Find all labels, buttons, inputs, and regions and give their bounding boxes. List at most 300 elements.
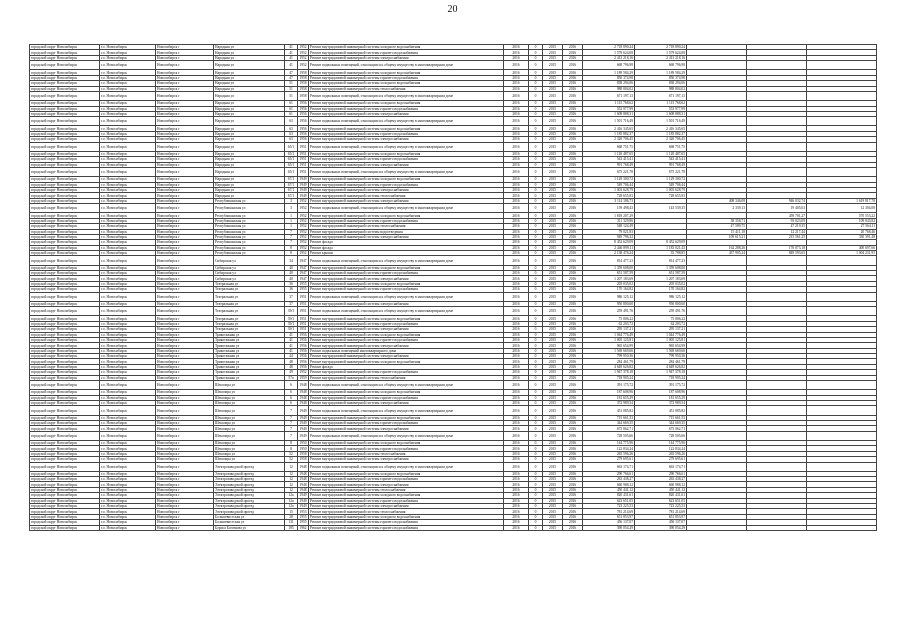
house-number-cell: 40 bbox=[285, 265, 298, 270]
fund-cost-cell: 265 596,26 bbox=[635, 451, 687, 456]
total-cost-cell: 451 085,82 bbox=[583, 406, 635, 415]
locality-cell: Новосибирск г bbox=[156, 276, 214, 281]
zero-cell: 0 bbox=[529, 504, 543, 509]
work-type-cell: Ремонт внутридомовой инженерной системы электроснабжения bbox=[309, 162, 504, 167]
fund-cost-cell: 1 005 125,81 bbox=[635, 337, 687, 342]
table-row bbox=[30, 91, 877, 100]
build-year-cell: 1949 bbox=[299, 504, 307, 509]
work-type-cell: Ремонт внутридомовой инженерной системы электроснабжения bbox=[309, 482, 504, 487]
end-year-cell: 2016 bbox=[563, 265, 583, 270]
street-cell: Народная ул bbox=[214, 75, 285, 80]
house-number-cell: 57а bbox=[285, 375, 298, 380]
local-cost-cell bbox=[807, 61, 877, 70]
table-row bbox=[30, 168, 877, 177]
city-district-cell: г.о. Новосибирск bbox=[100, 498, 156, 503]
build-year-cell: 1958 bbox=[299, 86, 307, 91]
end-year-cell: 2016 bbox=[563, 240, 583, 245]
build-year-cell: 1952 bbox=[299, 251, 307, 256]
start-year-cell: 2015 bbox=[543, 332, 563, 337]
total-cost-cell: 62 203,72 bbox=[583, 321, 635, 326]
plan-year-cell: 2016 bbox=[504, 504, 529, 509]
municipality-cell: городской округ Новосибирск bbox=[30, 287, 100, 292]
municipality-cell: городской округ Новосибирск bbox=[30, 117, 100, 126]
house-number-cell: 7 bbox=[285, 420, 298, 425]
start-year-cell: 2015 bbox=[543, 287, 563, 292]
street-cell: Театральная ул bbox=[214, 321, 285, 326]
start-year-cell: 2015 bbox=[543, 390, 563, 395]
municipality-cell: городской округ Новосибирск bbox=[30, 440, 100, 445]
city-district-cell: г.о. Новосибирск bbox=[100, 451, 156, 456]
house-number-cell: 63 bbox=[285, 131, 298, 136]
plan-year-cell: 2016 bbox=[504, 390, 529, 395]
locality-cell: Новосибирск г bbox=[156, 271, 214, 276]
fund-cost-cell: 2 718 890,24 bbox=[635, 45, 687, 50]
work-type-cell: Ремонт внутридомовой инженерной системы холодного водоснабжения bbox=[309, 70, 504, 75]
work-type-cell: Ремонт внутридомовой инженерной системы холодного водоснабжения bbox=[309, 151, 504, 156]
city-district-cell: г.о. Новосибирск bbox=[100, 224, 156, 229]
street-cell: Театральная ул bbox=[214, 281, 285, 286]
build-year-cell: 1948 bbox=[298, 381, 309, 390]
end-year-cell: 2016 bbox=[563, 415, 583, 420]
end-year-cell: 2016 bbox=[563, 520, 583, 525]
total-cost-cell: 1 207 183,69 bbox=[583, 276, 635, 281]
city-district-cell: г.о. Новосибирск bbox=[100, 321, 156, 326]
house-number-cell: 185 bbox=[285, 525, 298, 530]
build-year-cell: 1956 bbox=[299, 126, 307, 131]
plan-year-cell: 2016 bbox=[504, 198, 529, 203]
city-district-cell: г.о. Новосибирск bbox=[100, 440, 156, 445]
start-year-cell: 2015 bbox=[543, 375, 563, 380]
locality-cell: Новосибирск г bbox=[156, 75, 214, 80]
zero-cell: 0 bbox=[529, 101, 543, 106]
table-row bbox=[30, 117, 877, 126]
build-year-cell: 1958 bbox=[299, 75, 307, 80]
street-cell: Народная ул bbox=[214, 151, 285, 156]
start-year-cell: 2015 bbox=[543, 525, 563, 530]
street-cell: Трикотажная ул bbox=[214, 348, 285, 353]
work-type-cell: Ремонт внутридомовой инженерной системы электроснабжения bbox=[309, 301, 504, 306]
fund-cost-cell: 838 294,06 bbox=[635, 81, 687, 86]
start-year-cell: 2015 bbox=[543, 446, 563, 451]
city-district-cell: г.о. Новосибирск bbox=[100, 359, 156, 364]
zero-cell: 0 bbox=[529, 126, 543, 131]
municipality-cell: городской округ Новосибирск bbox=[30, 177, 100, 182]
plan-year-cell: 2016 bbox=[504, 142, 529, 151]
city-district-cell: г.о. Новосибирск bbox=[100, 271, 156, 276]
locality-cell: Новосибирск г bbox=[156, 462, 214, 471]
street-cell: Республиканская ул bbox=[214, 234, 285, 239]
house-number-cell: 41 bbox=[285, 45, 298, 50]
regional-cost-cell bbox=[747, 307, 807, 316]
municipality-cell: городской округ Новосибирск bbox=[30, 213, 100, 218]
municipality-cell: городской округ Новосибирск bbox=[30, 462, 100, 471]
total-cost-cell: 2 416 345,65 bbox=[583, 126, 635, 131]
municipality-cell: городской округ Новосибирск bbox=[30, 359, 100, 364]
city-district-cell: г.о. Новосибирск bbox=[100, 276, 156, 281]
end-year-cell: 2016 bbox=[563, 157, 583, 162]
end-year-cell: 2016 bbox=[563, 137, 583, 142]
locality-cell: Новосибирск г bbox=[156, 126, 214, 131]
build-year-cell: 1956 bbox=[299, 354, 307, 359]
city-district-cell: г.о. Новосибирск bbox=[100, 395, 156, 400]
plan-year-cell: 2016 bbox=[504, 301, 529, 306]
municipality-cell: городской округ Новосибирск bbox=[30, 182, 100, 187]
zero-cell: 0 bbox=[529, 91, 543, 100]
build-year-cell: 1949 bbox=[299, 493, 307, 498]
street-cell: Шекспира ул bbox=[214, 457, 285, 462]
plan-year-cell: 2016 bbox=[504, 157, 529, 162]
municipality-cell: городской округ Новосибирск bbox=[30, 375, 100, 380]
fund-cost-cell: 451 085,82 bbox=[635, 406, 687, 415]
work-type-cell: Ремонт подвальных помещений многоквартирного дома bbox=[309, 348, 504, 353]
total-cost-cell: 1 569 669,66 bbox=[583, 348, 635, 353]
municipality-cell: городской округ Новосибирск bbox=[30, 498, 100, 503]
zero-cell: 0 bbox=[529, 193, 543, 198]
zero-cell: 0 bbox=[529, 86, 543, 91]
zero-cell: 0 bbox=[529, 301, 543, 306]
end-year-cell: 2016 bbox=[563, 162, 583, 167]
build-year-cell: 1956 bbox=[299, 332, 307, 337]
fund-cost-cell: 4 649 626,82 bbox=[635, 364, 687, 369]
work-type-cell: Ремонт внутридомовой инженерной системы холодного водоснабжения bbox=[309, 359, 504, 364]
fund-cost-cell: 850 374,98 bbox=[635, 75, 687, 80]
plan-year-cell: 2016 bbox=[504, 126, 529, 131]
work-type-cell: Ремонт внутридомовой инженерной системы горячего водоснабжения bbox=[309, 525, 504, 530]
street-cell: Трикотажная ул bbox=[214, 343, 285, 348]
build-year-cell: 1955 bbox=[299, 282, 307, 286]
city-district-cell: г.о. Новосибирск bbox=[100, 337, 156, 342]
build-year-cell: 1956 bbox=[298, 117, 309, 126]
zero-cell: 0 bbox=[529, 498, 543, 503]
build-year-cell: 1952 bbox=[299, 45, 307, 50]
street-cell: Народная ул bbox=[214, 50, 285, 55]
start-year-cell: 2015 bbox=[543, 462, 563, 471]
table-row bbox=[30, 307, 877, 316]
street-cell: Республиканская ул bbox=[214, 251, 285, 256]
street-cell: Шекспира ул bbox=[214, 440, 285, 445]
end-year-cell: 2016 bbox=[563, 213, 583, 218]
municipality-cell: городской округ Новосибирск bbox=[30, 157, 100, 162]
municipality-cell: городской округ Новосибирск bbox=[30, 86, 100, 91]
municipality-cell: городской округ Новосибирск bbox=[30, 327, 100, 332]
work-type-cell: Ремонт внутридомовой инженерной системы холодного водоснабжения bbox=[309, 332, 504, 337]
house-number-cell: 67/1 bbox=[285, 187, 298, 192]
city-district-cell: г.о. Новосибирск bbox=[100, 462, 156, 471]
fund-cost-cell: 668 796,98 bbox=[635, 61, 687, 70]
city-district-cell: г.о. Новосибирск bbox=[100, 292, 156, 301]
locality-cell: Новосибирск г bbox=[156, 240, 214, 245]
table-row bbox=[30, 462, 877, 471]
work-type-cell: Ремонт внутридомовой инженерной системы холодного водоснабжения bbox=[309, 440, 504, 445]
build-year-cell: 1955 bbox=[299, 515, 307, 520]
fund-cost-cell: 2 416 345,65 bbox=[635, 126, 687, 131]
street-cell: Театральная ул bbox=[214, 327, 285, 332]
zero-cell: 0 bbox=[529, 271, 543, 276]
locality-cell: Новосибирск г bbox=[156, 332, 214, 337]
total-cost-cell: 651 587,59 bbox=[583, 271, 635, 276]
total-cost-cell: 814 477,23 bbox=[583, 256, 635, 265]
plan-year-cell: 2016 bbox=[504, 45, 529, 50]
regional-cost-cell bbox=[747, 431, 807, 440]
plan-year-cell: 2016 bbox=[504, 50, 529, 55]
start-year-cell: 2015 bbox=[543, 316, 563, 321]
work-type-cell: Ремонт внутридомовой инженерной системы горячего водоснабжения bbox=[309, 337, 504, 342]
locality-cell: Новосибирск г bbox=[156, 487, 214, 492]
build-year-cell: 1952 bbox=[298, 61, 309, 70]
zero-cell: 0 bbox=[529, 204, 543, 213]
table-row bbox=[30, 256, 877, 265]
zero-cell: 0 bbox=[529, 187, 543, 192]
local-cost-cell bbox=[807, 462, 877, 471]
plan-year-cell: 2016 bbox=[504, 316, 529, 321]
total-cost-cell: 723 225,53 bbox=[583, 504, 635, 509]
city-district-cell: г.о. Новосибирск bbox=[100, 520, 156, 525]
start-year-cell: 2015 bbox=[543, 101, 563, 106]
locality-cell: Новосибирск г bbox=[156, 354, 214, 359]
city-district-cell: г.о. Новосибирск bbox=[100, 381, 156, 390]
street-cell: Театральная ул bbox=[214, 316, 285, 321]
end-year-cell: 2016 bbox=[563, 337, 583, 342]
plan-year-cell: 2016 bbox=[504, 406, 529, 415]
end-year-cell: 2016 bbox=[563, 451, 583, 456]
plan-year-cell: 2016 bbox=[504, 337, 529, 342]
page-number: 20 bbox=[447, 4, 458, 15]
locality-cell: Новосибирск г bbox=[156, 287, 214, 292]
table-row bbox=[30, 204, 877, 213]
house-number-cell: 7 bbox=[285, 234, 298, 239]
total-cost-cell: 986 125,12 bbox=[583, 292, 635, 301]
street-cell: Народная ул bbox=[214, 117, 285, 126]
build-year-cell: 1948 bbox=[299, 482, 307, 487]
start-year-cell: 2015 bbox=[543, 471, 563, 476]
zero-cell: 0 bbox=[529, 240, 543, 245]
municipality-cell: городской округ Новосибирск bbox=[30, 193, 100, 198]
city-district-cell: г.о. Новосибирск bbox=[100, 157, 156, 162]
city-district-cell: г.о. Новосибирск bbox=[100, 204, 156, 213]
city-district-cell: г.о. Новосибирск bbox=[100, 406, 156, 415]
locality-cell: Новосибирск г bbox=[156, 431, 214, 440]
build-year-cell: 1948 bbox=[299, 401, 307, 406]
locality-cell: Новосибирск г bbox=[156, 292, 214, 301]
fund-cost-cell: 1 608 888,31 bbox=[635, 111, 687, 116]
locality-cell: Новосибирск г bbox=[156, 224, 214, 229]
locality-cell: Новосибирск г bbox=[156, 471, 214, 476]
total-cost-cell: 122 834,24 bbox=[583, 446, 635, 451]
municipality-cell: городской округ Новосибирск bbox=[30, 504, 100, 509]
street-cell: Сибирская ул bbox=[214, 265, 285, 270]
zero-cell: 0 bbox=[529, 493, 543, 498]
street-cell: Театральная ул bbox=[214, 307, 285, 316]
total-cost-cell: 820 431,61 bbox=[583, 493, 635, 498]
municipality-cell: городской округ Новосибирск bbox=[30, 224, 100, 229]
city-district-cell: г.о. Новосибирск bbox=[100, 420, 156, 425]
plan-year-cell: 2016 bbox=[504, 359, 529, 364]
zero-cell: 0 bbox=[529, 487, 543, 492]
total-cost-cell: 390 054,29 bbox=[583, 525, 635, 530]
house-number-cell: 12 bbox=[285, 487, 298, 492]
end-year-cell: 2016 bbox=[563, 406, 583, 415]
plan-year-cell: 2016 bbox=[504, 106, 529, 111]
zero-cell: 0 bbox=[529, 375, 543, 380]
city-district-cell: г.о. Новосибирск bbox=[100, 287, 156, 292]
fund-cost-cell: 660 988,12 bbox=[635, 482, 687, 487]
house-number-cell: 36 bbox=[285, 287, 298, 292]
city-district-cell: г.о. Новосибирск bbox=[100, 91, 156, 100]
municipality-cell: городской округ Новосибирск bbox=[30, 364, 100, 369]
city-district-cell: г.о. Новосибирск bbox=[100, 390, 156, 395]
local-cost-cell: 27 564,11 bbox=[807, 224, 877, 229]
locality-cell: Новосибирск г bbox=[156, 281, 214, 286]
fund-cost-cell: 623 651,05 bbox=[635, 498, 687, 503]
end-year-cell: 2016 bbox=[563, 446, 583, 451]
end-year-cell: 2016 bbox=[563, 287, 583, 292]
locality-cell: Новосибирск г bbox=[156, 265, 214, 270]
total-cost-cell: 660 988,12 bbox=[583, 482, 635, 487]
house-number-cell: 65/1 bbox=[285, 162, 298, 167]
house-number-cell: 3 bbox=[285, 204, 298, 213]
plan-year-cell: 2016 bbox=[504, 281, 529, 286]
city-district-cell: г.о. Новосибирск bbox=[100, 509, 156, 514]
municipality-cell: городской округ Новосибирск bbox=[30, 292, 100, 301]
plan-year-cell: 2016 bbox=[504, 498, 529, 503]
start-year-cell: 2015 bbox=[543, 142, 563, 151]
fund-cost-cell: 1 359 608,00 bbox=[635, 265, 687, 270]
zero-cell: 0 bbox=[529, 162, 543, 167]
zero-cell: 0 bbox=[529, 446, 543, 451]
street-cell: Трикотажная ул bbox=[214, 370, 285, 375]
start-year-cell: 2015 bbox=[543, 301, 563, 306]
plan-year-cell: 2016 bbox=[504, 426, 529, 431]
fund-cost-cell: 143 539,35 bbox=[635, 204, 687, 213]
city-district-cell: г.о. Новосибирск bbox=[100, 364, 156, 369]
work-type-cell: Ремонт внутридомовой инженерной системы горячего водоснабжения bbox=[309, 395, 504, 400]
zero-cell: 0 bbox=[529, 390, 543, 395]
fund-cost-cell: 1 129 300,72 bbox=[635, 177, 687, 182]
plan-year-cell: 2016 bbox=[504, 245, 529, 250]
start-year-cell: 2015 bbox=[543, 162, 563, 167]
build-year-cell: 1959 bbox=[299, 375, 307, 380]
municipality-cell: городской округ Новосибирск bbox=[30, 487, 100, 492]
zero-cell: 0 bbox=[529, 81, 543, 86]
build-year-cell: 1952 bbox=[299, 370, 307, 375]
work-type-cell: Ремонт внутридомовой инженерной системы электроснабжения bbox=[309, 343, 504, 348]
fund-cost-cell: 675 221,78 bbox=[635, 168, 687, 177]
plan-year-cell: 2016 bbox=[504, 75, 529, 80]
end-year-cell: 2016 bbox=[563, 462, 583, 471]
work-type-cell: Ремонт подвальных помещений, относящихся к общему имуществу в многоквартирном доме bbox=[309, 406, 504, 415]
build-year-cell: 1952 bbox=[299, 50, 307, 55]
build-year-cell: 1958 bbox=[299, 457, 307, 462]
start-year-cell: 2015 bbox=[543, 415, 563, 420]
build-year-cell: 1962 bbox=[299, 525, 307, 530]
end-year-cell: 2016 bbox=[563, 70, 583, 75]
zero-cell: 0 bbox=[529, 50, 543, 55]
federal-cost-cell: 2 339,13 bbox=[687, 204, 747, 213]
locality-cell: Новосибирск г bbox=[156, 213, 214, 218]
local-cost-cell: 330 391,48 bbox=[807, 234, 877, 239]
build-year-cell: 1947 bbox=[299, 271, 307, 276]
plan-year-cell: 2016 bbox=[504, 332, 529, 337]
work-type-cell: Ремонт внутридомовой инженерной системы горячего водоснабжения bbox=[309, 498, 504, 503]
locality-cell: Новосибирск г bbox=[156, 395, 214, 400]
end-year-cell: 2016 bbox=[563, 234, 583, 239]
house-number-cell: 41 bbox=[285, 337, 298, 342]
house-number-cell: 28 bbox=[285, 514, 298, 519]
street-cell: Трикотажная ул bbox=[214, 375, 285, 380]
start-year-cell: 2015 bbox=[543, 406, 563, 415]
end-year-cell: 2016 bbox=[563, 354, 583, 359]
plan-year-cell: 2016 bbox=[504, 151, 529, 156]
start-year-cell: 2015 bbox=[543, 381, 563, 390]
locality-cell: Новосибирск г bbox=[156, 415, 214, 420]
end-year-cell: 2016 bbox=[563, 61, 583, 70]
street-cell: Театральная ул bbox=[214, 287, 285, 292]
end-year-cell: 2016 bbox=[563, 75, 583, 80]
total-cost-cell: 1 044 776,49 bbox=[583, 332, 635, 337]
end-year-cell: 2016 bbox=[563, 332, 583, 337]
federal-cost-cell: 15 411,18 bbox=[687, 229, 747, 234]
plan-year-cell: 2016 bbox=[504, 224, 529, 229]
locality-cell: Новосибирск г bbox=[156, 348, 214, 353]
locality-cell: Новосибирск г bbox=[156, 446, 214, 451]
zero-cell: 0 bbox=[529, 75, 543, 80]
locality-cell: Новосибирск г bbox=[156, 151, 214, 156]
house-number-cell: 63 bbox=[285, 137, 298, 142]
house-number-cell: 47 bbox=[285, 75, 298, 80]
city-district-cell: г.о. Новосибирск bbox=[100, 245, 156, 250]
work-type-cell: Ремонт фасада bbox=[309, 240, 504, 245]
street-cell: Народная ул bbox=[214, 157, 285, 162]
city-district-cell: г.о. Новосибирск bbox=[100, 75, 156, 80]
street-cell: Республиканская ул bbox=[214, 245, 285, 250]
house-number-cell: 15 bbox=[285, 509, 298, 514]
fund-cost-cell: 671 197,13 bbox=[635, 91, 687, 100]
end-year-cell: 2016 bbox=[563, 45, 583, 50]
zero-cell: 0 bbox=[529, 451, 543, 456]
start-year-cell: 2015 bbox=[543, 245, 563, 250]
locality-cell: Новосибирск г bbox=[156, 316, 214, 321]
fund-cost-cell: 543 415,41 bbox=[635, 157, 687, 162]
municipality-cell: городской округ Новосибирск bbox=[30, 151, 100, 156]
local-cost-cell: 1 004 231,95 bbox=[807, 251, 877, 256]
total-cost-cell: 1 818 207,29 bbox=[583, 213, 635, 218]
house-number-cell: 7 bbox=[285, 415, 298, 420]
plan-year-cell: 2016 bbox=[504, 117, 529, 126]
build-year-cell: 1956 bbox=[299, 338, 307, 343]
zero-cell: 0 bbox=[529, 395, 543, 400]
municipality-cell: городской округ Новосибирск bbox=[30, 493, 100, 498]
table-row bbox=[30, 61, 877, 70]
build-year-cell: 1949 bbox=[299, 415, 307, 420]
federal-cost-cell bbox=[687, 381, 747, 390]
locality-cell: Новосибирск г bbox=[156, 70, 214, 75]
plan-year-cell: 2016 bbox=[504, 493, 529, 498]
start-year-cell: 2015 bbox=[543, 182, 563, 187]
zero-cell: 0 bbox=[529, 177, 543, 182]
fund-cost-cell: 965 654,99 bbox=[635, 343, 687, 348]
build-year-cell: 1958 bbox=[299, 81, 307, 86]
zero-cell: 0 bbox=[529, 462, 543, 471]
street-cell: Шекспира ул bbox=[214, 401, 285, 406]
city-district-cell: г.о. Новосибирск bbox=[100, 401, 156, 406]
zero-cell: 0 bbox=[529, 55, 543, 60]
work-type-cell: Ремонт внутридомовой инженерной системы горячего водоснабжения bbox=[309, 182, 504, 187]
street-cell: Республиканская ул bbox=[214, 213, 285, 218]
end-year-cell: 2016 bbox=[563, 343, 583, 348]
total-cost-cell: 950 800,60 bbox=[583, 301, 635, 306]
build-year-cell: 1952 bbox=[299, 198, 307, 203]
start-year-cell: 2015 bbox=[543, 86, 563, 91]
